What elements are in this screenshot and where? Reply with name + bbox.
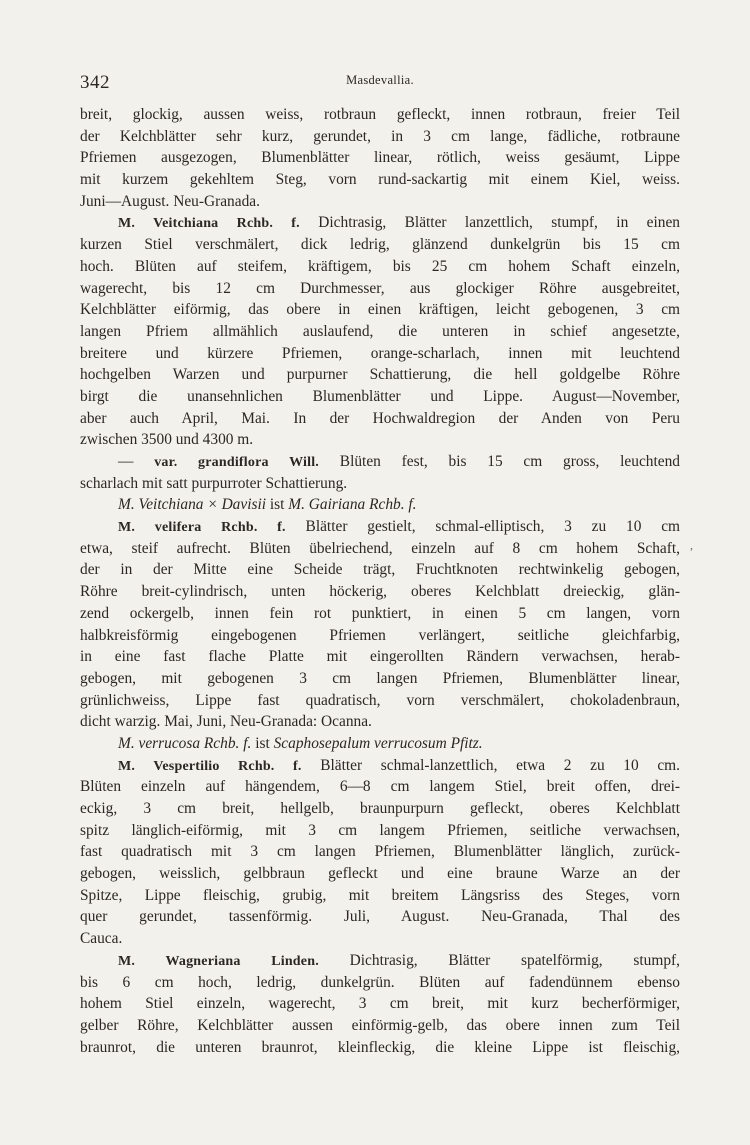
text-line [80,711,680,733]
text-line [80,473,680,495]
text-run: Kelchblätter eiförmig, das obere in einen kräftigen, leicht gebogenen, 3 cm [80,301,680,319]
text-run: birgt die unansehnlichen Blumenblätter und Lippe. August—November, [80,387,680,405]
text-line [80,603,680,625]
text-line [80,1037,680,1059]
text-line [80,234,680,256]
hybrid-note: Scaphosepalum verrucosum Pfitz. [273,734,483,752]
text-run: breit, glockig, aussen weiss, rotbraun gefleckt, innen rotbraun, freier Teil [80,106,680,123]
text-line [80,494,680,516]
text-run: in eine fast flache Platte mit eingerollten Rändern verwachsen, herab- [80,648,680,666]
text-line [80,104,680,126]
text-run: quer gerundet, tassenförmig. Juli, August. Neu-Granada, Thal des [80,908,680,926]
text-line [80,451,680,473]
text-line [80,625,680,647]
hybrid-note: M. Gairiana Rchb. f. [288,496,417,514]
text-run: Dichtrasig, Blätter spatelförmig, stumpf, [318,951,680,969]
text-line [80,126,680,148]
text-line [80,646,680,668]
text-line [80,386,680,408]
text-line [80,581,680,603]
text-run: breitere und kürzere Pfriemen, orange-scharlach, innen mit leuchtend [80,344,680,362]
text-run: Blüten einzeln auf hängendem, 6—8 cm langem Stiel, breit offen, drei- [80,778,680,796]
text-run: ist [251,734,274,752]
text-run: hochgelben Warzen und purpurner Schattierung, die hell goldgelbe Röhre [80,366,680,384]
text-line [80,820,680,842]
text-run: bis 6 cm hoch, ledrig, dunkelgrün. Blüten auf fadendünnem ebenso [80,973,680,991]
hybrid-note: M. Veitchiana × Davisii [118,496,267,514]
text-run: gebogen, mit gebogenen 3 cm langen Pfriemen, Blumenblätter linear, [80,669,680,687]
text-run: mit kurzem gekehltem Steg, vorn rund-sackartig mit einem Kiel, weiss. [80,171,680,189]
text-line [80,928,680,950]
text-run: etwa, steif aufrecht. Blüten übelriechend, einzeln auf 8 cm hohem Schaft, [80,539,680,557]
text-run: — [118,453,155,470]
text-line [80,1015,680,1037]
text-line [80,191,680,213]
text-run: wagerecht, bis 12 cm Durchmesser, aus glockiger Röhre ausgebreitet, [80,279,680,297]
text-line [80,776,680,798]
species-name: M. Vespertilio Rchb. f. [118,758,302,774]
text-run: zwischen 3500 und 4300 m. [80,431,254,449]
body-text [80,104,680,1058]
text-run: hohem Stiel einzeln, wagerecht, 3 cm breit, mit kurz becherförmiger, [80,995,680,1013]
page-header [80,68,680,94]
text-run: fast quadratisch mit 3 cm langen Pfriemen, Blumenblätter länglich, zurück- [80,843,680,861]
running-title: Masdevallia. [346,73,414,87]
text-line [80,798,680,820]
text-run: Blätter schmal-lanzettlich, etwa 2 zu 10 cm. [301,756,680,774]
text-run: Pfriemen ausgezogen, Blumenblätter linear, rötlich, weiss gesäumt, Lippe [80,149,680,167]
text-run: halbkreisförmig eingebogenen Pfriemen verlängert, seitliche gleichfarbig, [80,626,680,644]
text-run: Röhre breit-cylindrisch, unten höckerig, oberes Kelchblatt dreieckig, glän- [80,583,680,601]
page-number: 342 [80,72,110,93]
text-run: der Kelchblätter sehr kurz, gerundet, in 3 cm lange, fädliche, rotbraune [80,127,680,145]
text-run: der in der Mitte eine Scheide trägt, Fruchtknoten rechtwinkelig gebogen, [80,561,680,579]
text-line [80,343,680,365]
text-line [80,299,680,321]
text-run: hoch. Blüten auf steifem, kräftigem, bis 25 cm hohem Schaft einzeln, [80,257,680,275]
hybrid-note: M. verrucosa Rchb. f. [118,734,252,752]
text-line [80,321,680,343]
text-run: kurzen Stiel verschmälert, dick ledrig, glänzend dunkelgrün bis 15 cm [80,236,680,254]
text-run: gelber Röhre, Kelchblätter aussen einförmig-gelb, das obere innen zum Teil [80,1016,680,1034]
text-run: spitz länglich-eiförmig, mit 3 cm langem Pfriemen, seitliche verwachsen, [80,821,680,839]
text-line [80,256,680,278]
text-line [80,885,680,907]
text-line [80,993,680,1015]
text-run: langen Pfriem allmählich auslaufend, die unteren in schief angesetzte, [80,322,680,340]
text-run: zend ockergelb, innen fein rot punktiert, in einen 5 cm langen, vorn [80,604,680,622]
text-line [80,278,680,300]
text-line [80,212,680,234]
text-run: Blüten fest, bis 15 cm gross, leuchtend [319,453,680,470]
text-line [80,668,680,690]
text-line [80,408,680,430]
text-line [80,755,680,777]
text-run: ist [266,496,289,514]
text-line [80,863,680,885]
text-run: Juni—August. Neu-Granada. [80,192,260,210]
text-run: Spitze, Lippe fleischig, grubig, mit breitem Längsriss des Steges, vorn [80,886,680,904]
text-line [80,364,680,386]
species-name: var. grandiflora Will. [154,455,320,470]
text-line [80,169,680,191]
species-name: M. velifera Rchb. f. [118,520,286,536]
text-run: dicht warzig. Mai, Juni, Neu-Granada: Ocanna. [80,713,372,731]
text-run: grünlichweiss, Lippe fast quadratisch, vorn verschmälert, chokoladenbraun, [80,691,680,709]
text-line [80,690,680,712]
margin-mark: , [690,538,693,552]
text-line [80,972,680,994]
text-line [80,516,680,538]
text-run: aber auch April, Mai. In der Hochwaldregion der Anden von Peru [80,409,680,427]
text-run: eckig, 3 cm breit, hellgelb, braunpurpurn gefleckt, oberes Kelchblatt [80,800,680,817]
species-name: M. Veitchiana Rchb. f. [118,216,300,232]
text-line [80,147,680,169]
text-line [80,429,680,451]
text-line [80,841,680,863]
text-line [80,733,680,755]
text-line [80,906,680,928]
text-run: braunrot, die unteren braunrot, kleinfleckig, die kleine Lippe ist fleischig, [80,1038,680,1056]
text-line [80,538,680,560]
text-run: Cauca. [80,930,123,948]
text-line [80,559,680,581]
text-run: Dichtrasig, Blätter lanzettlich, stumpf, in einen [299,214,680,232]
species-name: M. Wagneriana Linden. [118,953,319,969]
text-run: Blätter gestielt, schmal-elliptisch, 3 zu 10 cm [285,518,680,536]
text-line [80,950,680,972]
text-run: gebogen, weisslich, gelbbraun gefleckt und eine braune Warze an der [80,865,680,883]
text-run: scharlach mit satt purpurroter Schattierung. [80,474,348,492]
